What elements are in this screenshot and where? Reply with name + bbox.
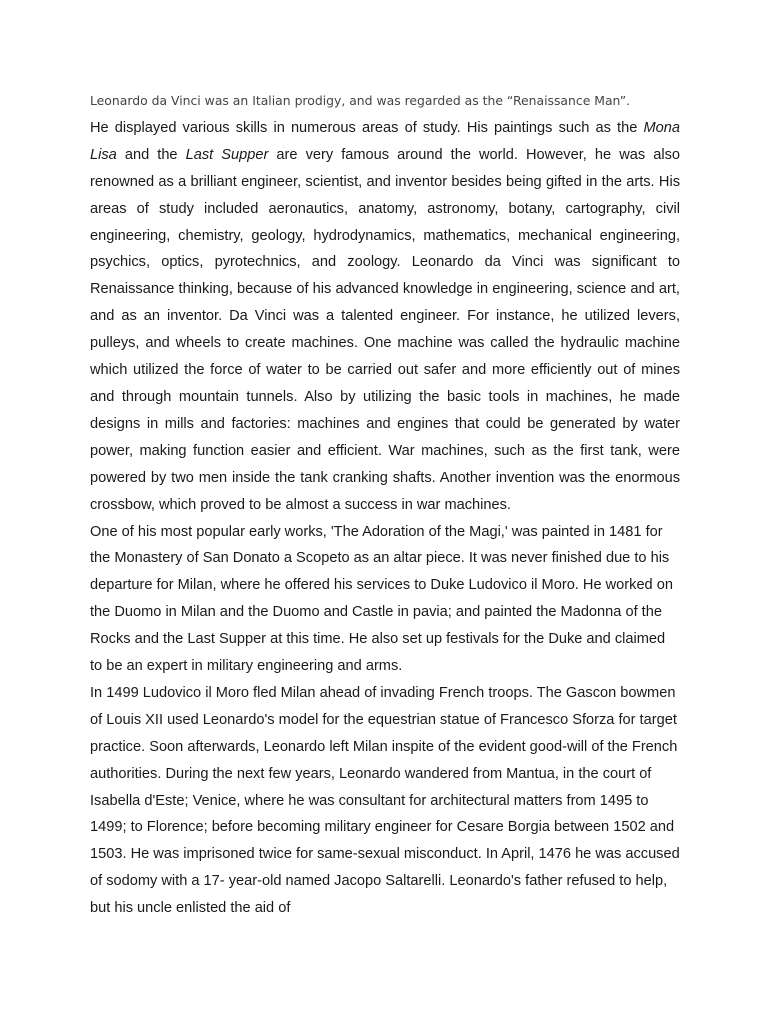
paragraph-1-part-3: are very famous around the world. However, he was also renowned as a brilliant engineer, scientist, and inventor besides being gifted in the arts. His areas of study included aeronautics, anatomy, astronomy, botany, cartography, civil engineering, chemistry, geology, hydrodynamics, mathematics, mechanical engineering, psychics, optics, pyrotechnics, and zoology. Leonardo da Vinci was significant to Renaissance thinking, because of his advanced knowledge in engineering, science and art, and as an inventor. Da Vinci was a talented engineer. For instance, he utilized levers, pulleys, and wheels to create machines. One machine was called the hydraulic machine which utilized the force of water to be carried out safer and more efficiently out of mines and through mountain tunnels. Also by utilizing the basic tools in machines, he made designs in mills and factories: machines and engines that could be generated by water power, making function easier and efficient. War machines, such as the first tank, were powered by two men inside the tank cranking shafts. Another invention was the enormous crossbow, which proved to be almost a success in war machines. — [90, 146, 680, 513]
paragraph-1-part-2: and the — [116, 146, 186, 163]
paragraph-1 — [90, 115, 680, 519]
document-page — [90, 88, 680, 922]
last-supper-title: Last Supper — [185, 146, 269, 163]
mona-lisa-title: Mona Lisa — [90, 119, 680, 163]
paragraph-2: One of his most popular early works, 'The Adoration of the Magi,' was painted in 1481 for the Monastery of San Donato a Scopeto as an altar piece. It was never finished due to his departure for Milan, where he offered his services to Duke Ludovico il Moro. He worked on the Duomo in Milan and the Duomo and Castle in pavia; and painted the Madonna of the Rocks and the Last Supper at this time. He also set up festivals for the Duke and claimed to be an expert in military engineering and arms. — [90, 523, 673, 675]
paragraph-3: In 1499 Ludovico il Moro fled Milan ahead of invading French troops. The Gascon bowmen of Louis XII used Leonardo's model for the equestrian statue of Francesco Sforza for target practice. Soon afterwards, Leonardo left Milan inspite of the evident good-will of the French authorities. During the next few years, Leonardo wandered from Mantua, in the court of Isabella d'Este; Venice, where he was consultant for architectural matters from 1495 to 1499; to Florence; before becoming military engineer for Cesare Borgia between 1502 and 1503. He was imprisoned twice for same-sexual misconduct. In April, 1476 he was accused of sodomy with a 17- year-old named Jacopo Saltarelli. Leonardo's father refused to help, but his uncle enlisted the aid of — [90, 684, 680, 917]
paragraph-1-part-1: He displayed various skills in numerous areas of study. His paintings such as the — [90, 119, 644, 136]
intro-line: Leonardo da Vinci was an Italian prodigy, and was regarded as the “Renaissance Man”. — [90, 93, 631, 108]
